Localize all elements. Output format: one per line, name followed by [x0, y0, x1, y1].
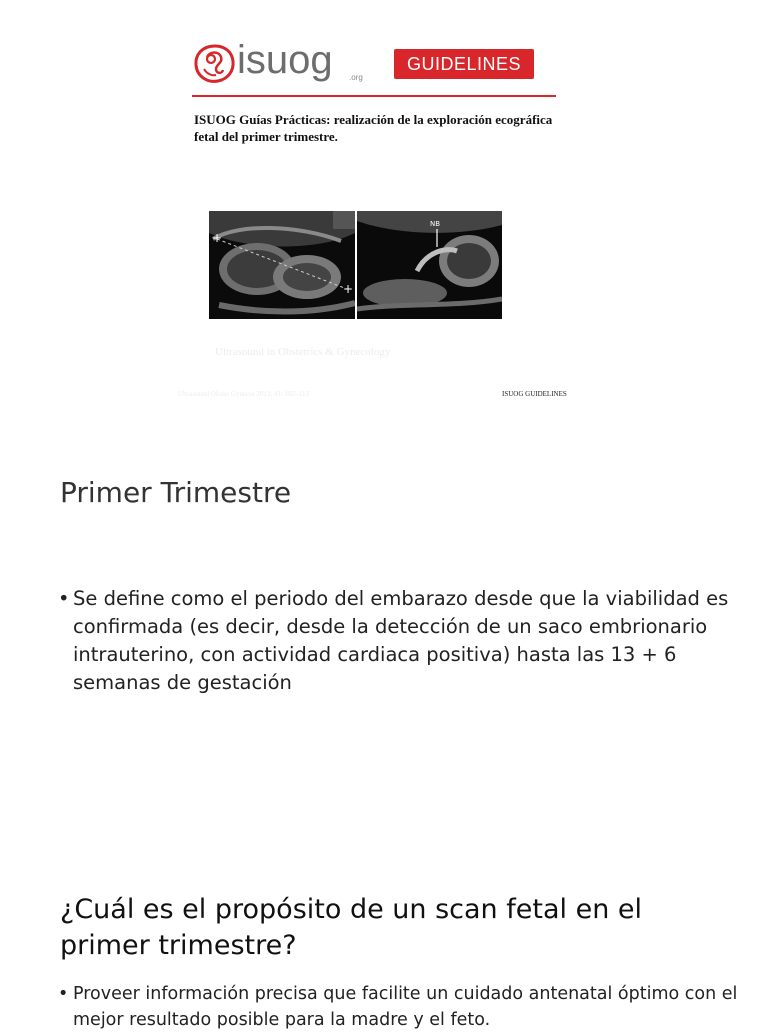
faint-citation: Ultrasound Obstet Gynecol 2013; 41: 102–113	[178, 390, 309, 398]
header-divider	[192, 95, 556, 97]
footer-guidelines-label: ISUOG GUIDELINES	[502, 390, 567, 398]
document-title: ISUOG Guías Prácticas: realización de la exploración ecográfica fetal del primer trimestre.	[194, 112, 553, 144]
ultrasound-image-crl	[209, 211, 355, 319]
primer-trimestre-slide	[0, 440, 768, 872]
isuog-logo	[192, 40, 556, 98]
bullet-glyph: •	[58, 984, 69, 1004]
bullet-text: Se define como el periodo del embarazo desde que la viabilidad es confirmada (es decir, desde la detección de un saco embrionario intrauterino, con actividad cardiaca positiva) hasta las 13 + 6 semanas de gestación	[73, 587, 729, 694]
cover-slide	[0, 0, 768, 432]
caliper-start-marker: +	[212, 231, 223, 245]
ultrasound-image-nasal-bone	[357, 211, 502, 319]
nasal-bone-label: NB	[430, 220, 441, 228]
faint-journal-name: Ultrasound in Obstetrics & Gynecology	[215, 346, 391, 358]
bullet-glyph: •	[58, 587, 70, 610]
guidelines-badge: GUIDELINES	[394, 49, 534, 79]
logo-suffix: .org	[349, 73, 363, 82]
bullet-item	[58, 981, 748, 1033]
bullet-item	[58, 585, 738, 697]
fetus-logo-icon	[192, 43, 238, 85]
logo-wordmark: isuog	[237, 38, 333, 82]
slide-title: Primer Trimestre	[60, 476, 292, 509]
proposito-slide	[0, 880, 768, 1030]
caliper-end-marker: +	[343, 282, 354, 296]
bullet-text: Proveer información precisa que facilite un cuidado antenatal óptimo con el mejor resultado posible para la madre y el feto.	[73, 984, 738, 1030]
ultrasound-crl-graphic	[209, 211, 355, 319]
slide-title: ¿Cuál es el propósito de un scan fetal en el primer trimestre?	[60, 894, 643, 961]
ultrasound-nasal-bone-graphic	[357, 211, 502, 319]
